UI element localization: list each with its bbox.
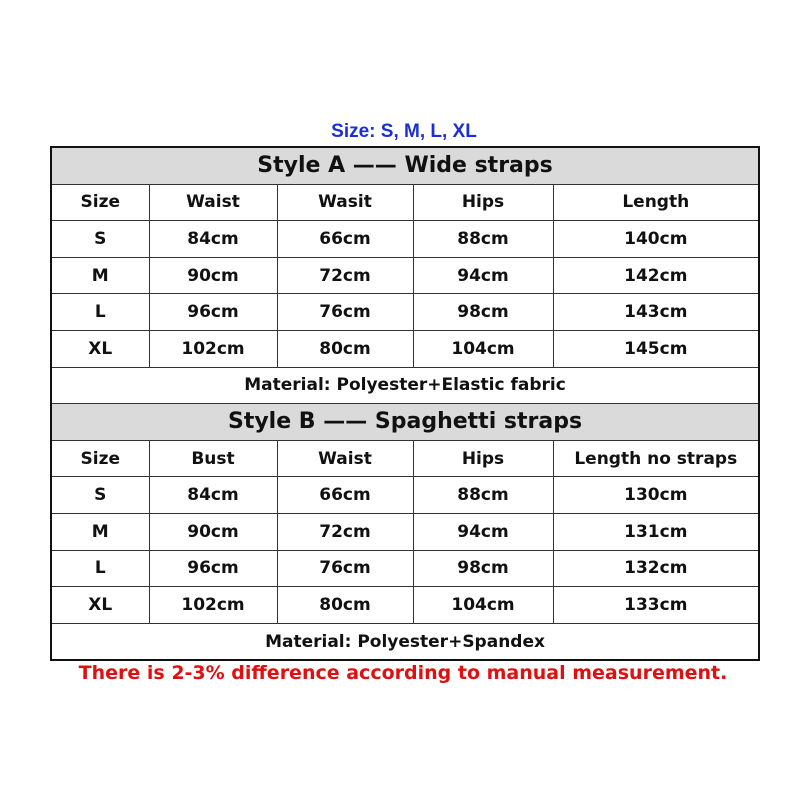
table-cell: L	[51, 294, 149, 331]
table-cell: 143cm	[553, 294, 759, 331]
table-row	[51, 330, 759, 367]
table-row	[51, 477, 759, 514]
table-cell: 142cm	[553, 257, 759, 294]
table-cell: 90cm	[149, 513, 277, 550]
style-a-title: Style A —— Wide straps	[51, 147, 759, 184]
table-cell: S	[51, 221, 149, 258]
table-cell: XL	[51, 330, 149, 367]
style-a-header-size: Size	[51, 184, 149, 221]
style-b-header-bust: Bust	[149, 440, 277, 477]
style-a-header-wasit: Wasit	[277, 184, 413, 221]
style-a-header-length: Length	[553, 184, 759, 221]
table-cell: 76cm	[277, 294, 413, 331]
table-cell: 130cm	[553, 477, 759, 514]
table-cell: 140cm	[553, 221, 759, 258]
table-cell: 102cm	[149, 587, 277, 624]
style-b-material: Material: Polyester+Spandex	[51, 623, 759, 660]
style-b-header-size: Size	[51, 440, 149, 477]
table-cell: 84cm	[149, 477, 277, 514]
table-cell: L	[51, 550, 149, 587]
table-cell: 88cm	[413, 221, 553, 258]
table-row	[51, 221, 759, 258]
style-b-header-waist: Waist	[277, 440, 413, 477]
table-cell: 72cm	[277, 513, 413, 550]
style-b-header-row	[51, 440, 759, 477]
table-cell: 84cm	[149, 221, 277, 258]
table-cell: 131cm	[553, 513, 759, 550]
table-cell: 98cm	[413, 294, 553, 331]
table-cell: 98cm	[413, 550, 553, 587]
style-b-header-length: Length no straps	[553, 440, 759, 477]
table-cell: 72cm	[277, 257, 413, 294]
table-cell: M	[51, 513, 149, 550]
style-a-material-row	[51, 367, 759, 404]
table-cell: 88cm	[413, 477, 553, 514]
style-b-title-row	[51, 404, 759, 441]
size-options-heading: Size: S, M, L, XL	[331, 121, 477, 142]
table-cell: 90cm	[149, 257, 277, 294]
table-cell: 104cm	[413, 330, 553, 367]
style-a-header-row	[51, 184, 759, 221]
table-cell: 132cm	[553, 550, 759, 587]
table-cell: 104cm	[413, 587, 553, 624]
table-row	[51, 587, 759, 624]
style-b-header-hips: Hips	[413, 440, 553, 477]
table-cell: 94cm	[413, 513, 553, 550]
table-cell: 96cm	[149, 550, 277, 587]
table-cell: 76cm	[277, 550, 413, 587]
table-row	[51, 550, 759, 587]
table-cell: 145cm	[553, 330, 759, 367]
measurement-note: There is 2-3% difference according to manual measurement.	[78, 662, 728, 684]
table-row	[51, 294, 759, 331]
table-cell: 66cm	[277, 221, 413, 258]
table-cell: 133cm	[553, 587, 759, 624]
table-row	[51, 513, 759, 550]
table-cell: M	[51, 257, 149, 294]
style-a-title-row	[51, 147, 759, 184]
table-cell: 102cm	[149, 330, 277, 367]
style-a-header-hips: Hips	[413, 184, 553, 221]
style-a-material: Material: Polyester+Elastic fabric	[51, 367, 759, 404]
table-cell: XL	[51, 587, 149, 624]
table-cell: 94cm	[413, 257, 553, 294]
table-cell: 66cm	[277, 477, 413, 514]
table-cell: S	[51, 477, 149, 514]
table-row	[51, 257, 759, 294]
size-chart-table	[50, 146, 760, 661]
style-b-title: Style B —— Spaghetti straps	[51, 404, 759, 441]
style-a-header-waist: Waist	[149, 184, 277, 221]
table-cell: 80cm	[277, 330, 413, 367]
table-cell: 80cm	[277, 587, 413, 624]
style-b-material-row	[51, 623, 759, 660]
table-cell: 96cm	[149, 294, 277, 331]
